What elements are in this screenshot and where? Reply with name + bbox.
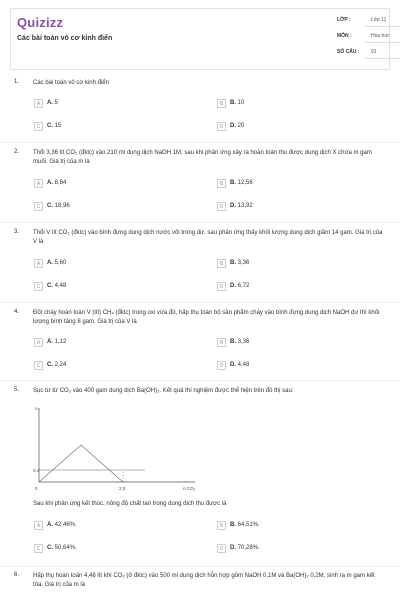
option-letter-box: D <box>217 122 226 131</box>
option-c[interactable] <box>34 282 174 293</box>
question-divider <box>0 222 400 223</box>
option-a[interactable] <box>34 99 174 110</box>
option-d[interactable] <box>217 361 357 372</box>
question-number: 3. <box>14 229 20 235</box>
option-a[interactable] <box>34 338 174 349</box>
precipitate-curve <box>39 445 123 482</box>
question-divider <box>0 380 400 381</box>
option-a[interactable] <box>34 179 174 190</box>
option-letter-box: A <box>34 99 43 108</box>
option-b[interactable] <box>217 179 357 190</box>
option-label: A. <box>47 339 53 345</box>
question-text: Thổi V lít CO₂ (đktc) vào bình đựng dung dịch nước vôi trong dư, sau phản ứng thấy khối lượng dung dịch giảm 14 gam. Giá trị của V là <box>33 230 383 245</box>
option-label: D. <box>230 203 236 209</box>
question-text: Thổi 3,36 lít CO₂ (đktc) vào 210 ml dung dịch NaOH 1M, sau khi phản ứng xảy ra hoàn toàn thu được dung dịch X chứa m gam muối. Giá trị của m là <box>33 150 372 165</box>
option-value: 3,36 <box>237 260 250 266</box>
option-letter-box: D <box>217 282 226 291</box>
quizizz-logo: Quizizz <box>17 15 64 30</box>
origin-label: 0 <box>35 486 38 491</box>
question-divider <box>0 302 400 303</box>
question-number: 1. <box>14 79 20 85</box>
option-label: C. <box>47 362 53 368</box>
option-label: A. <box>47 522 53 528</box>
option-letter-box: D <box>217 202 226 211</box>
option-value: 42,46%. <box>54 522 77 528</box>
option-label: C. <box>47 545 53 551</box>
option-label: A. <box>47 100 53 106</box>
option-letter-box: D <box>217 544 226 553</box>
option-c[interactable] <box>34 202 174 213</box>
x-axis-label: n CO₂ <box>183 486 196 491</box>
option-value: 20 <box>237 123 245 129</box>
question-6 <box>14 572 386 600</box>
question-followup: Sau khi phản ứng kết thúc, nồng độ chất tan trong dung dịch thu được là <box>33 501 227 507</box>
count-value: 91 <box>371 49 377 55</box>
option-letter-box: C <box>34 202 43 211</box>
option-label: B. <box>230 260 236 266</box>
option-value: 6,72 <box>237 283 250 289</box>
option-letter-box: C <box>34 544 43 553</box>
option-label: D. <box>230 362 236 368</box>
option-value: 12,56 <box>237 180 253 186</box>
option-label: B. <box>230 100 236 106</box>
option-value: 13,92 <box>237 203 253 209</box>
question-number: 2. <box>14 149 20 155</box>
option-d[interactable] <box>217 544 357 555</box>
option-letter-box: A <box>34 338 43 347</box>
option-a[interactable] <box>34 521 174 532</box>
subject-label: MÔN : <box>337 33 352 39</box>
option-letter-box: B <box>217 338 226 347</box>
option-a[interactable] <box>34 259 174 270</box>
option-value: 5,60 <box>54 260 67 266</box>
option-letter-box: B <box>217 521 226 530</box>
precipitate-graph <box>33 400 203 492</box>
option-label: C. <box>47 123 53 129</box>
option-c[interactable] <box>34 544 174 555</box>
option-label: B. <box>230 339 236 345</box>
option-label: D. <box>230 123 236 129</box>
class-underline <box>365 26 400 27</box>
option-value: 70,28%. <box>237 545 260 551</box>
option-b[interactable] <box>217 99 357 110</box>
option-d[interactable] <box>217 282 357 293</box>
option-value: 4,48 <box>54 283 67 289</box>
option-d[interactable] <box>217 122 357 133</box>
option-value: 5 <box>54 100 59 106</box>
option-label: A. <box>47 260 53 266</box>
worksheet-title: Các bài toán vô cơ kinh điển <box>17 35 113 42</box>
y-axis-label: n↓ <box>35 406 40 411</box>
option-b[interactable] <box>217 338 357 349</box>
option-b[interactable] <box>217 521 357 532</box>
option-value: 3,36 <box>237 339 250 345</box>
option-letter-box: C <box>34 282 43 291</box>
option-letter-box: A <box>34 179 43 188</box>
option-value: 2,24 <box>54 362 67 368</box>
count-underline <box>365 58 400 59</box>
option-label: D. <box>230 283 236 289</box>
class-value: Lớp 11 <box>371 17 387 23</box>
class-label: LỚP : <box>337 17 351 23</box>
x-tick-label: 2,0 <box>119 486 126 491</box>
option-letter-box: C <box>34 122 43 131</box>
question-text: Sục từ từ CO₂ vào 400 gam dung dịch Ba(OH)₂. Kết quả thí nghiệm được thể hiện trên đồ thị sau: <box>33 388 294 394</box>
question-text: Hấp thụ hoàn toàn 4,48 lít khí CO₂ (ở đktc) vào 500 ml dung dịch hỗn hợp gồm NaOH 0,1M và Ba(OH)₂ 0,2M, sinh ra m gam kết tủa. Giá trị của m là <box>33 573 375 588</box>
option-label: C. <box>47 283 53 289</box>
option-value: 64,51%. <box>237 522 260 528</box>
question-3 <box>14 229 386 299</box>
question-number: 4. <box>14 309 20 315</box>
option-value: 1,12 <box>54 339 67 345</box>
option-letter-box: C <box>34 361 43 370</box>
option-value: 8,64 <box>54 180 67 186</box>
option-c[interactable] <box>34 122 174 133</box>
option-value: 4,48 <box>237 362 250 368</box>
question-1 <box>14 79 386 139</box>
question-4 <box>14 309 386 379</box>
option-d[interactable] <box>217 202 357 213</box>
y-tick-label: 0,4 <box>33 468 40 473</box>
count-label: SỐ CÂU : <box>337 49 360 55</box>
option-label: C. <box>47 203 53 209</box>
option-letter-box: A <box>34 259 43 268</box>
option-letter-box: D <box>217 361 226 370</box>
option-value: 18,96 <box>54 203 70 209</box>
option-letter-box: B <box>217 99 226 108</box>
option-value: 15 <box>54 123 62 129</box>
question-text: Các bài toán vô cơ kinh điển <box>33 80 109 86</box>
question-divider <box>0 142 400 143</box>
option-b[interactable] <box>217 259 357 270</box>
option-label: D. <box>230 545 236 551</box>
question-number: 5. <box>14 387 20 393</box>
question-number: 6. <box>14 572 20 578</box>
option-label: B. <box>230 180 236 186</box>
question-text: Đốt cháy hoàn toàn V (lít) CH₄ (đktc) trong oxi vừa đủ, hấp thụ toàn bộ sản phẩm cháy vào bình đựng dung dịch NaOH dư thì khối lượng bình tăng 8 gam. Giá trị của V là <box>33 310 380 325</box>
option-label: A. <box>47 180 53 186</box>
question-2 <box>14 149 386 219</box>
question-divider <box>0 566 400 567</box>
option-value: 50,64%. <box>54 545 77 551</box>
option-c[interactable] <box>34 361 174 372</box>
worksheet-header <box>10 8 390 70</box>
option-letter-box: B <box>217 179 226 188</box>
subject-underline <box>365 42 400 43</box>
option-letter-box: A <box>34 521 43 530</box>
option-label: B. <box>230 522 236 528</box>
subject-value: Hóa học <box>371 33 390 39</box>
option-value: 10 <box>237 100 245 106</box>
option-letter-box: B <box>217 259 226 268</box>
